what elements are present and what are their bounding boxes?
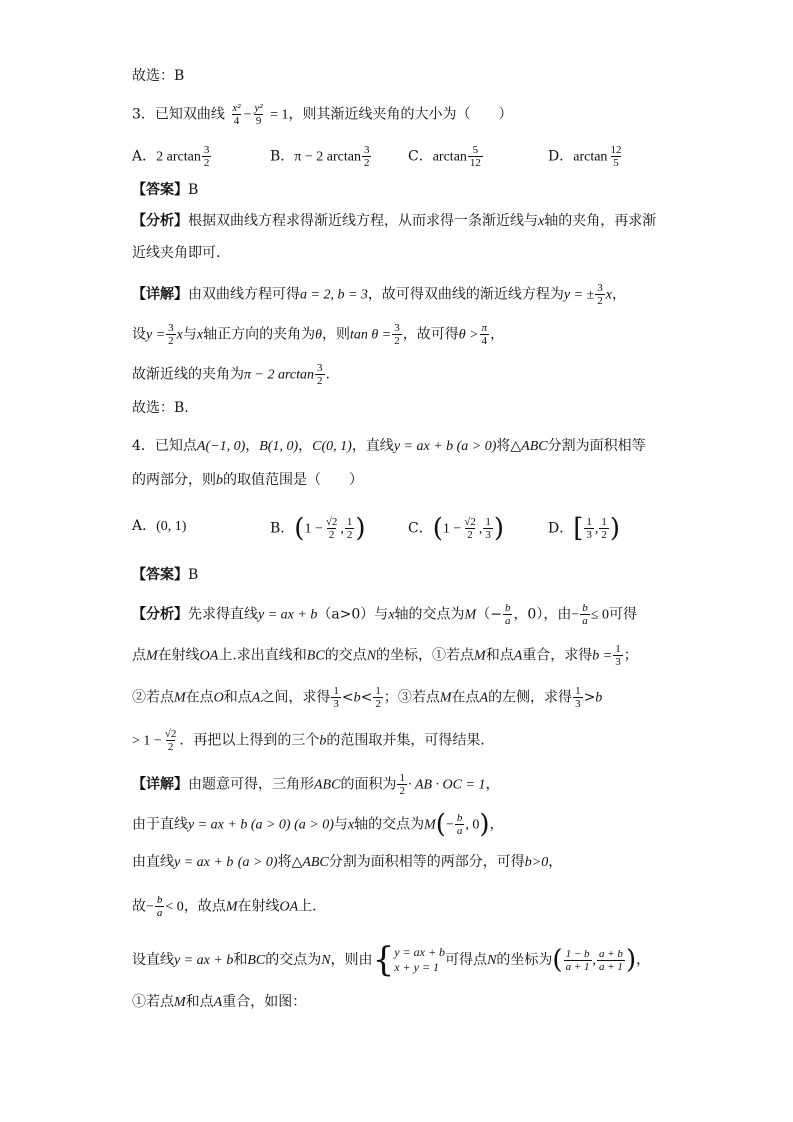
q4-detail-line-6: ①若点M和点A重合，如图： xyxy=(132,994,307,1010)
conclusion-line: 故选：B xyxy=(132,68,185,84)
q3-detail-line-2: 设y = $\frac{3}{2}$ x与x轴正方向的夹角为θ，则tan θ = $\frac{3}{2}$ ，故可得θ > $\frac{\pi}{4}$ ， xyxy=(132,322,505,347)
q3-conclusion: 故选：B. xyxy=(132,400,189,416)
q3-detail-line-1: 【详解】由双曲线方程可得a = 2, b = 3，故可得双曲线的渐近线方程为y = ± $\frac{3}{2}$ x， xyxy=(132,282,626,307)
q3-option-d: D．arctan $\frac{12}{5}$ xyxy=(548,144,622,169)
q3-detail-line-3: 故渐近线的夹角为π − 2 arctan $\frac{3}{2}$ . xyxy=(132,362,330,387)
q3-analysis-line-2: 近线夹角即可. xyxy=(132,245,221,261)
question-4-stem-line-2: 的两部分，则b的取值范围是（ ） xyxy=(132,472,363,488)
q4-detail-line-2: 由于直线y = ax + b (a > 0) (a > 0)与x轴的交点为M(− $\frac{b}{a}$ , 0)， xyxy=(132,809,504,840)
q3-answer: 【答案】B xyxy=(132,182,199,198)
q4-detail-line-3: 由直线y = ax + b (a > 0)将△ABC分割为面积相等的两部分，可得b>0， xyxy=(132,854,563,870)
question-4-stem-line-1: 4．已知点A(−1, 0)，B(1, 0)，C(0, 1)，直线y = ax + b (a > 0)将△ABC分割为面积相等 xyxy=(132,438,646,454)
q3-option-c: C．arctan $\frac{5}{12}$ xyxy=(408,144,481,169)
q4-analysis-line-3: ②若点M在点O和点A之间，求得 $\frac{1}{3}$ <b< $\frac{1}{2}$ ；③若点M在点A的左侧，求得 $\frac{1}{3}$ >b xyxy=(132,685,603,710)
q4-detail-line-5: 设直线y = ax + b和BC的交点为N，则由{ y = ax + b x + y = 1 可得点N的坐标为( $\frac{1 - b}{a + 1}$ , $\frac{a + b}{a + 1}$ )， xyxy=(132,940,651,980)
q4-analysis-line-1: 【分析】先求得直线y = ax + b（a>0）与x轴的交点为M（− $\frac{b}{a}$ ，0），由− $\frac{b}{a}$ ≤ 0可得 xyxy=(132,602,637,627)
q4-answer: 【答案】B xyxy=(132,567,199,583)
q4-option-a: A．(0, 1) xyxy=(132,518,187,534)
q4-detail-line-4: 故− $\frac{b}{a}$ < 0，故点M在射线OA上． xyxy=(132,894,327,919)
q4-option-d: D．[ $\frac{1}{3}$ , $\frac{1}{2}$ ) xyxy=(548,513,621,544)
q3-option-b: B．π − 2 arctan $\frac{3}{2}$ xyxy=(270,144,370,169)
q4-analysis-line-4: > 1 − $\frac{√2}{2}$ ．再把以上得到的三个b的范围取并集，可得结果． xyxy=(132,728,495,753)
q4-analysis-line-2: 点M在射线OA上.求出直线和BC的交点N的坐标，①若点M和点A重合，求得b = $\frac{1}{3}$ ； xyxy=(132,643,638,668)
question-3-stem: 3．已知双曲线 $\frac{\text{x²}}{4}$ − $\frac{\text{y²}}{9}$ = 1，则其渐近线夹角的大小为（ ） xyxy=(132,102,513,127)
q4-detail-line-1: 【详解】由题意可得，三角形ABC的面积为 $\frac{1}{2}$ · AB · OC = 1， xyxy=(132,772,500,797)
q4-option-c: C．(1 − $\frac{√2}{2}$ , $\frac{1}{3}$ ) xyxy=(408,513,504,544)
q3-option-a: A．2 arctan $\frac{3}{2}$ xyxy=(132,144,210,169)
q3-analysis-line-1: 【分析】根据双曲线方程求得渐近线方程，从而求得一条渐近线与x轴的夹角，再求渐 xyxy=(132,213,657,229)
q4-option-b: B．(1 − $\frac{√2}{2}$ , $\frac{1}{2}$ ) xyxy=(270,513,366,544)
